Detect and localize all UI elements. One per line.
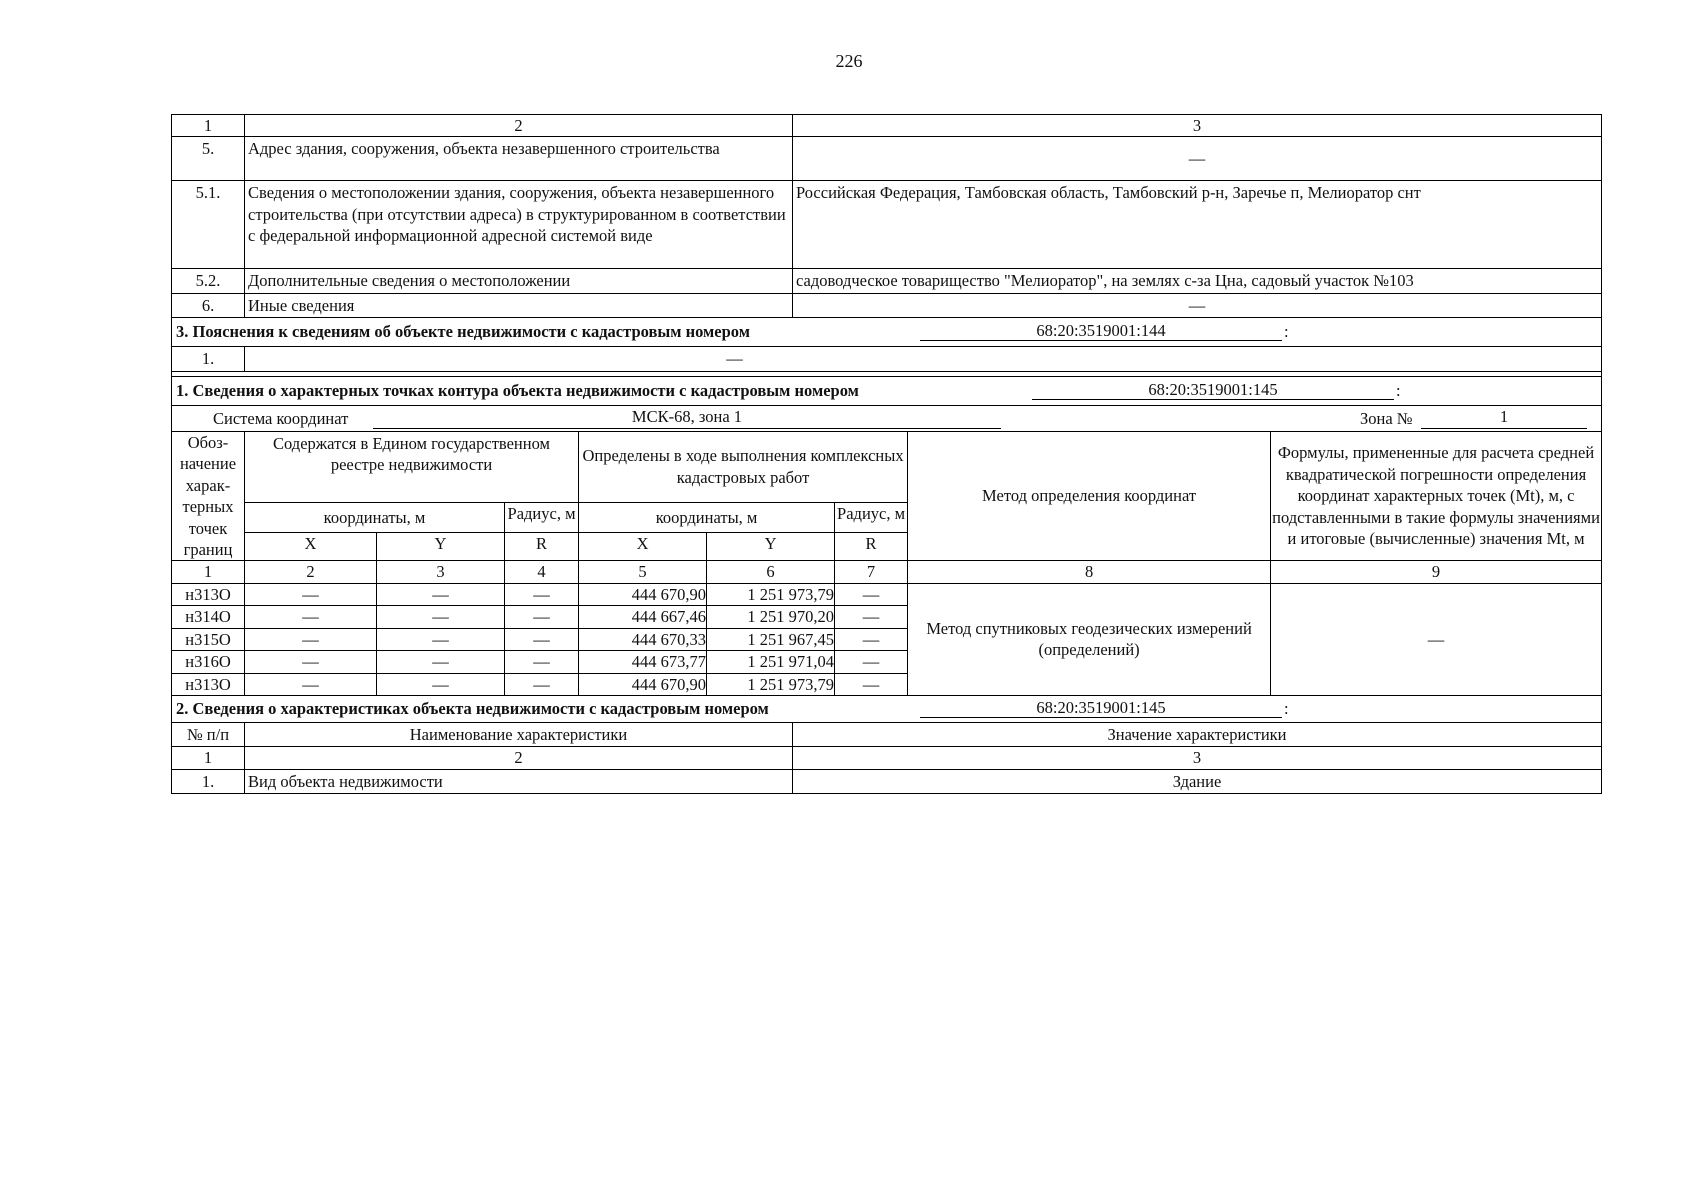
row-value: — — [793, 293, 1602, 317]
point-y-egrn: — — [377, 651, 505, 673]
zone-value: 1 — [1421, 406, 1587, 429]
row-name: Вид объекта недвижимости — [245, 769, 793, 793]
row-value: садоводческое товарищество "Мелиоратор", на землях с-за Цна, садовый участок №103 — [793, 269, 1602, 293]
section1-cadastral-number: 68:20:3519001:145 — [1032, 379, 1394, 400]
point-r-kkr: — — [835, 673, 908, 695]
point-name: н313О — [172, 583, 245, 605]
kkr-header: Определены в ходе выполнения комплексных кадастровых работ — [579, 431, 908, 502]
col-number: 1 — [172, 747, 245, 769]
row-name: Иные сведения — [245, 293, 793, 317]
table-header-row — [172, 723, 1602, 747]
header-value: Значение характеристики — [793, 723, 1602, 747]
point-x-kkr: 444 667,46 — [579, 606, 707, 628]
point-x-egrn: — — [245, 628, 377, 650]
col-number: 8 — [908, 561, 1271, 583]
row-number: 1. — [172, 769, 245, 793]
col-number: 2 — [245, 561, 377, 583]
section1-header — [171, 376, 1602, 406]
row-number: 6. — [172, 293, 245, 317]
point-r-egrn: — — [505, 606, 579, 628]
points-header-row — [172, 431, 1602, 502]
r-header: R — [505, 533, 579, 561]
point-x-kkr: 444 670,33 — [579, 628, 707, 650]
coordinate-system-value: МСК-68, зона 1 — [373, 406, 1001, 429]
col-number: 1 — [172, 561, 245, 583]
table-row — [172, 769, 1602, 793]
method-value: Метод спутниковых геодезических измерений (определений) — [908, 583, 1271, 695]
designation-header: Обоз-начение харак-терных точек границ — [172, 431, 245, 561]
colon: : — [1284, 322, 1289, 342]
section2-header — [171, 695, 1602, 723]
point-y-egrn: — — [377, 673, 505, 695]
colon: : — [1396, 380, 1401, 400]
point-x-egrn: — — [245, 651, 377, 673]
section3-title: 3. Пояснения к сведениям об объекте недвижимости с кадастровым номером — [176, 322, 750, 342]
point-x-egrn: — — [245, 583, 377, 605]
point-r-egrn: — — [505, 673, 579, 695]
r-header: R — [835, 533, 908, 561]
table-row — [172, 137, 1602, 181]
row-number: 5.2. — [172, 269, 245, 293]
col-number: 3 — [793, 747, 1602, 769]
point-r-kkr: — — [835, 628, 908, 650]
x-header: X — [579, 533, 707, 561]
coords-header: координаты, м — [245, 502, 505, 533]
coordinate-system-label: Система координат — [213, 408, 349, 428]
point-y-kkr: 1 251 973,79 — [707, 673, 835, 695]
col-number: 2 — [245, 747, 793, 769]
col-number: 9 — [1271, 561, 1602, 583]
point-y-kkr: 1 251 970,20 — [707, 606, 835, 628]
point-name: н315О — [172, 628, 245, 650]
x-header: X — [245, 533, 377, 561]
method-header: Метод определения координат — [908, 431, 1271, 561]
point-y-kkr: 1 251 967,45 — [707, 628, 835, 650]
point-x-egrn: — — [245, 673, 377, 695]
point-x-kkr: 444 670,90 — [579, 583, 707, 605]
col-number: 5 — [579, 561, 707, 583]
point-y-kkr: 1 251 973,79 — [707, 583, 835, 605]
point-r-egrn: — — [505, 583, 579, 605]
section2-title: 2. Сведения о характеристиках объекта недвижимости с кадастровым номером — [176, 699, 769, 718]
col-number: 2 — [245, 115, 793, 137]
col-number: 7 — [835, 561, 908, 583]
characteristics-table — [171, 722, 1602, 794]
point-name: н316О — [172, 651, 245, 673]
row-value: Российская Федерация, Тамбовская область, Тамбовский р-н, Заречье п, Мелиоратор снт — [793, 181, 1602, 269]
point-x-egrn: — — [245, 606, 377, 628]
col-number: 6 — [707, 561, 835, 583]
point-r-kkr: — — [835, 651, 908, 673]
table-row — [172, 269, 1602, 293]
points-table — [171, 431, 1602, 696]
point-r-egrn: — — [505, 628, 579, 650]
point-y-egrn: — — [377, 606, 505, 628]
section2-cadastral-number: 68:20:3519001:145 — [920, 697, 1282, 718]
row-value: — — [793, 137, 1602, 181]
y-header: Y — [377, 533, 505, 561]
row-name: Адрес здания, сооружения, объекта незавершенного строительства — [245, 137, 793, 181]
point-row — [172, 583, 1602, 605]
coordinate-system-row — [171, 406, 1602, 432]
point-x-kkr: 444 673,77 — [579, 651, 707, 673]
point-r-kkr: — — [835, 583, 908, 605]
point-y-egrn: — — [377, 583, 505, 605]
col-number: 3 — [377, 561, 505, 583]
address-table — [171, 114, 1602, 318]
row-number: 5. — [172, 137, 245, 181]
colon: : — [1284, 699, 1289, 718]
row-value: — — [245, 347, 1602, 371]
section1-title: 1. Сведения о характерных точках контура объекта недвижимости с кадастровым номером — [176, 380, 859, 400]
point-y-kkr: 1 251 971,04 — [707, 651, 835, 673]
col-number: 4 — [505, 561, 579, 583]
point-name: н314О — [172, 606, 245, 628]
point-y-egrn: — — [377, 628, 505, 650]
point-name: н313О — [172, 673, 245, 695]
radius-header: Радиус, м — [505, 502, 579, 533]
point-r-kkr: — — [835, 606, 908, 628]
formulas-header: Формулы, примененные для расчета средней квадратической погрешности определения координат характерных точек (Mt), м, с подставленными в такие формулы значениями и итоговые (вычисленные) значения Mt, м — [1271, 431, 1602, 561]
row-name: Сведения о местоположении здания, сооружения, объекта незавершенного строительства (при отсутствии адреса) в структурированном в соответствии с федеральной информационной адресной системой виде — [245, 181, 793, 269]
row-name: Дополнительные сведения о местоположении — [245, 269, 793, 293]
formula-value: — — [1271, 583, 1602, 695]
column-numbers-row — [172, 747, 1602, 769]
row-value: Здание — [793, 769, 1602, 793]
y-header: Y — [707, 533, 835, 561]
table-row — [172, 181, 1602, 269]
col-number: 3 — [793, 115, 1602, 137]
col-number: 1 — [172, 115, 245, 137]
point-x-kkr: 444 670,90 — [579, 673, 707, 695]
table-header-row — [172, 115, 1602, 137]
section3-table — [171, 346, 1602, 371]
radius-header: Радиус, м — [835, 502, 908, 533]
page-number: 226 — [835, 51, 863, 71]
header-num: № п/п — [172, 723, 245, 747]
row-number: 5.1. — [172, 181, 245, 269]
row-number: 1. — [172, 347, 245, 371]
zone-label: Зона № — [1360, 408, 1413, 428]
point-r-egrn: — — [505, 651, 579, 673]
table-row — [172, 293, 1602, 317]
coords-header: координаты, м — [579, 502, 835, 533]
table-row — [172, 347, 1602, 371]
section3-cadastral-number: 68:20:3519001:144 — [920, 320, 1282, 341]
egrn-header: Содержатся в Едином государственном реестре недвижимости — [245, 431, 579, 502]
cadastral-document — [171, 114, 1602, 794]
column-numbers-row — [172, 561, 1602, 583]
section3-header — [171, 318, 1602, 347]
header-name: Наименование характеристики — [245, 723, 793, 747]
